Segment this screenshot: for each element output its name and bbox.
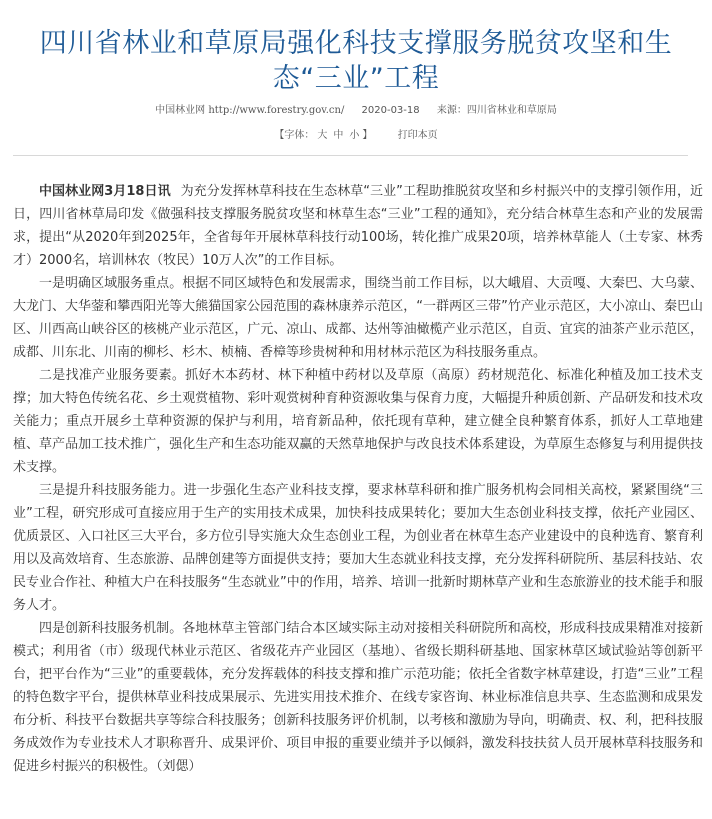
font-size-bracket-close: 】 bbox=[362, 130, 373, 141]
paragraph-1: 一是明确区域服务重点。根据不同区域特色和发展需求，围绕当前工作目标，以大峨眉、大贡嘎、大秦巴、大乌蒙、大龙门、大华蓥和攀西阳光等大熊猫国家公园范围的森林康养示范区，“一群两区三带”竹产业示范区，大小凉山、秦巴山区、川西高山峡谷区的核桃产业示范区，广元、凉山、成都、达州等油橄榄产业示范区，自贡、宜宾的油茶产业示范区，成都、川东北、川南的柳杉、杉木、桢楠、香樟等珍贵树种和用材林示范区为科技服务重点。 bbox=[13, 276, 703, 360]
meta-site: 中国林业网 bbox=[155, 105, 206, 116]
dateline: 中国林业网3月18日讯 bbox=[39, 184, 171, 199]
meta-date: 2020-03-18 bbox=[361, 105, 420, 116]
meta-source: 来源：四川省林业和草原局 bbox=[436, 105, 557, 116]
article-meta bbox=[0, 101, 712, 116]
paragraph-4: 四是创新科技服务机制。各地林草主管部门结合本区域实际主动对接相关科研院所和高校，形成科技成果精准对接新模式；利用省（市）级现代林业示范区、省级花卉产业园区（基地）、省级长期科研基地、国家林草区域试验站等创新平台，把平台作为“三业”的重要载体，充分发挥载体的科技支撑和推广示范功能；依托全省数字林草建设，打造“三业”工程的特色数字平台，提供林草业科技成果展示、先进实用技术推介、在线专家咨询、林业标准信息共享、生态监测和成果发布分析、科技平台数据共享等综合科技服务；创新科技服务评价机制，以考核和激励为导向，明确责、权、利，把科技服务成效作为专业技术人才职称晋升、成果评价、项目申报的重要业绩并予以倾斜，激发科技扶贫人员开展林草科技服务和促进乡村振兴的积极性。（刘偲） bbox=[13, 621, 703, 774]
paragraph-intro: 中国林业网3月18日讯 为充分发挥林草科技在生态林草“三业”工程助推脱贫攻坚和乡村振兴中的支撑引领作用，近日，四川省林草局印发《做强科技支撑服务脱贫攻坚和林草生态“三业”工程的通知》，充分结合林草生态和产业的发展需求，提出“从2020年到2025年，全省每年开展林草科技行动100场，转化推广成果20项，培养林草能人（土专家、林秀才）2000名，培训林农（牧民）10万人次”的工作目标。 bbox=[13, 184, 703, 268]
font-size-medium-button[interactable]: 中 bbox=[333, 130, 344, 141]
article-tools bbox=[0, 126, 712, 141]
paragraph-3: 三是提升科技服务能力。进一步强化生态产业科技支撑，要求林草科研和推广服务机构会同相关高校，紧紧围绕“三业”工程，研究形成可直接应用于生产的实用技术成果，加快科技成果转化；要加大生态创业科技支撑，依托产业园区、优质景区、入口社区三大平台，多方位引导实施大众生态创业工程，为创业者在林草生态产业建设中的良种选育、繁育利用以及高效培育、生态旅游、品牌创建等方面提供支持；要加大生态就业科技支撑，充分发挥科研院所、基层科技站、农民专业合作社、种植大户在科技服务“生态就业”中的作用，培养、培训一批新时期林草产业和生态旅游业的技术能手和服务人才。 bbox=[13, 483, 703, 613]
paragraph-2: 二是找准产业服务要素。抓好木本药材、林下种植中药材以及草原（高原）药材规范化、标准化种植及加工技术支撑；加大特色传统名花、乡土观赏植物、彩叶观赏树种育种资源收集与保育力度，大幅提升种质创新、产品研发和技术攻关能力；重点开展乡土草种资源的保护与利用，培育新品种，依托现有草种，建立健全良种繁育体系，抓好人工草地建植、草产品加工技术推广，强化生产和生态功能双赢的天然草地保护与改良技术体系建设，为草原生态修复与利用提供技术支撑。 bbox=[13, 368, 703, 475]
article-title: 四川省林业和草原局强化科技支撑服务脱贫攻坚和生态“三业”工程 bbox=[39, 28, 673, 95]
divider bbox=[13, 155, 688, 156]
meta-url[interactable]: http://www.forestry.gov.cn/ bbox=[208, 105, 345, 116]
print-page-link[interactable]: 打印本页 bbox=[397, 130, 438, 141]
font-size-label: 【字体： bbox=[274, 130, 315, 141]
font-size-large-button[interactable]: 大 bbox=[317, 130, 328, 141]
article-body bbox=[13, 180, 703, 778]
font-size-small-button[interactable]: 小 bbox=[349, 130, 360, 141]
